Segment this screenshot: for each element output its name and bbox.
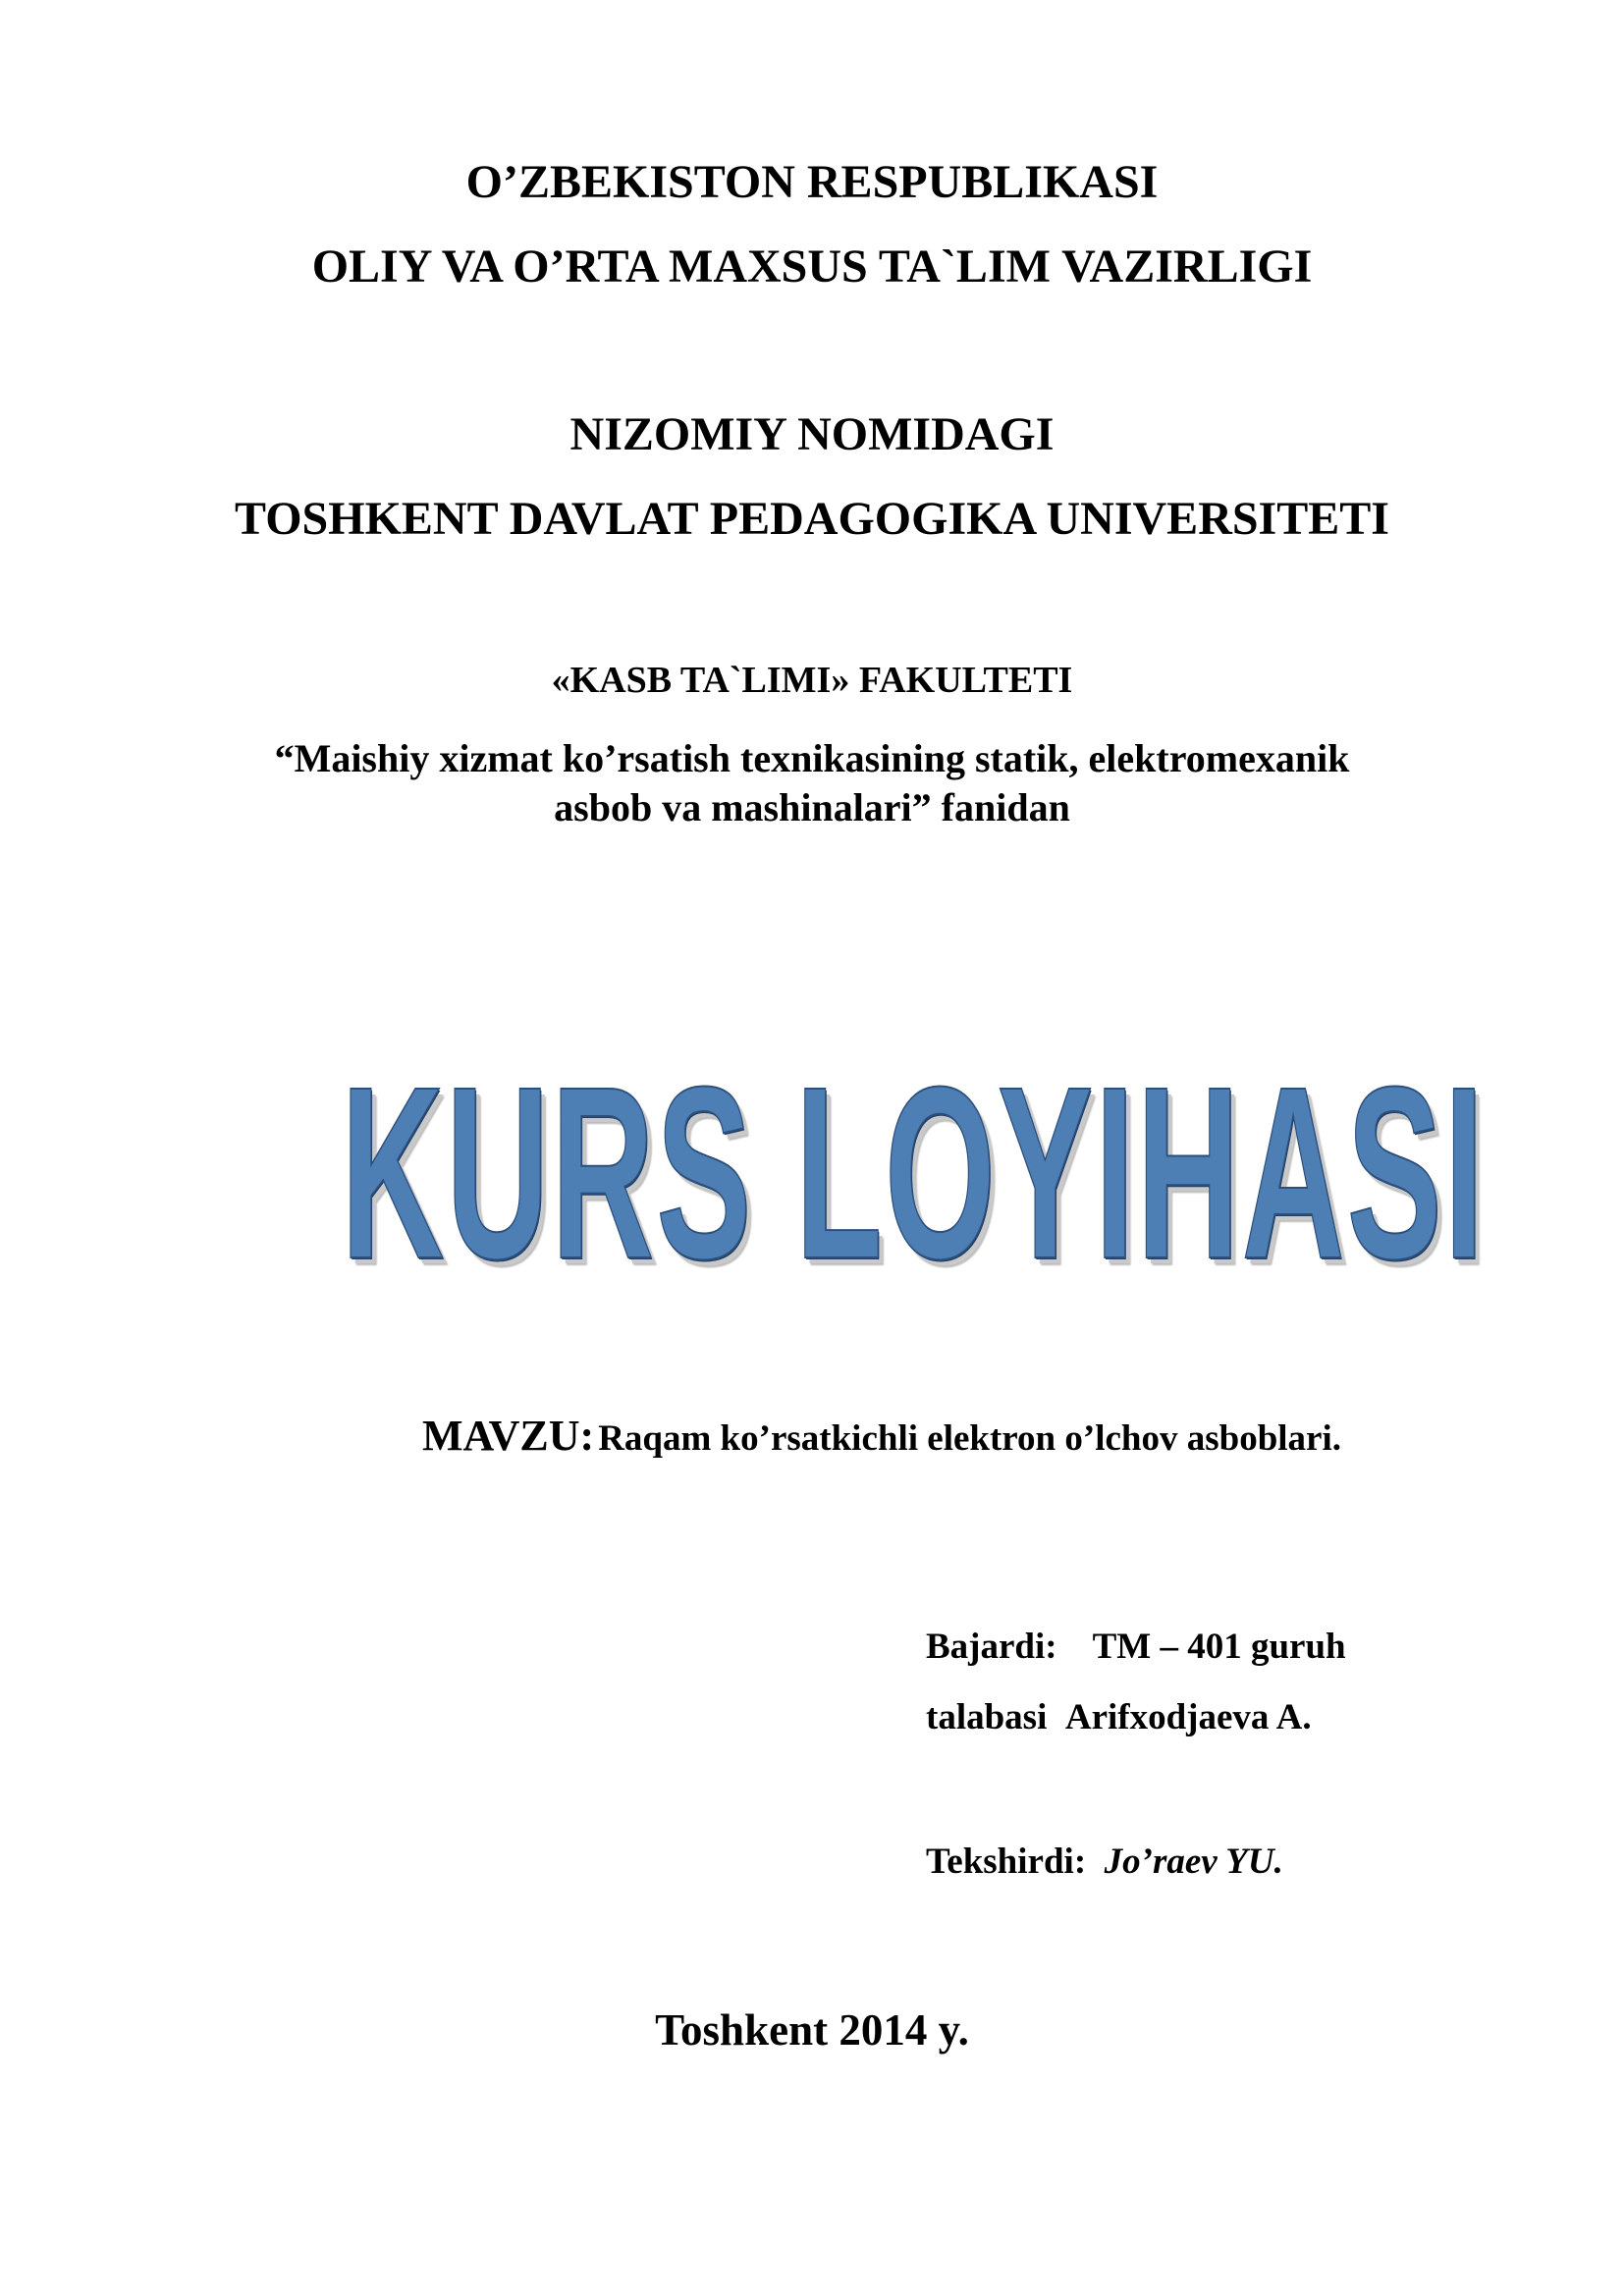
checked-line bbox=[926, 1841, 1283, 1884]
ministry-heading: OLIY VA O’RTA MAXSUS TA`LIM VAZIRLIGI bbox=[311, 240, 1313, 293]
performed-line bbox=[926, 1626, 1346, 1669]
group-value: TM – 401 guruh bbox=[1092, 1627, 1346, 1667]
subject-line-1: “Maishiy xizmat ko’rsatish texnikasining statik, elektromexanik bbox=[274, 736, 1350, 780]
university-heading: TOSHKENT DAVLAT PEDAGOGIKA UNIVERSITETI bbox=[235, 493, 1389, 545]
student-name: Arifxodjaeva A. bbox=[1064, 1697, 1312, 1737]
country-heading: O’ZBEKISTON RESPUBLIKASI bbox=[465, 156, 1159, 208]
student-label: talabasi bbox=[926, 1697, 1048, 1737]
topic-line bbox=[422, 1411, 1341, 1461]
place-year: Toshkent 2014 y. bbox=[655, 2005, 969, 2055]
named-after-heading: NIZOMIY NOMIDAGI bbox=[569, 408, 1055, 460]
student-line bbox=[926, 1696, 1312, 1739]
subject-line-2: asbob va mashinalari” fanidan bbox=[554, 785, 1070, 829]
faculty-heading: «KASB TA`LIMI» FAKULTETI bbox=[551, 660, 1073, 701]
performed-label: Bajardi: bbox=[926, 1627, 1057, 1667]
checker-name: Jo’raev YU. bbox=[1104, 1842, 1283, 1882]
checked-label: Tekshirdi: bbox=[926, 1842, 1087, 1882]
topic-value: Raqam ko’rsatkichli elektron o’lchov asboblari. bbox=[598, 1418, 1342, 1459]
topic-label: MAVZU: bbox=[422, 1412, 595, 1460]
course-project-title: KURS LOYIHASI bbox=[341, 1036, 1487, 1309]
